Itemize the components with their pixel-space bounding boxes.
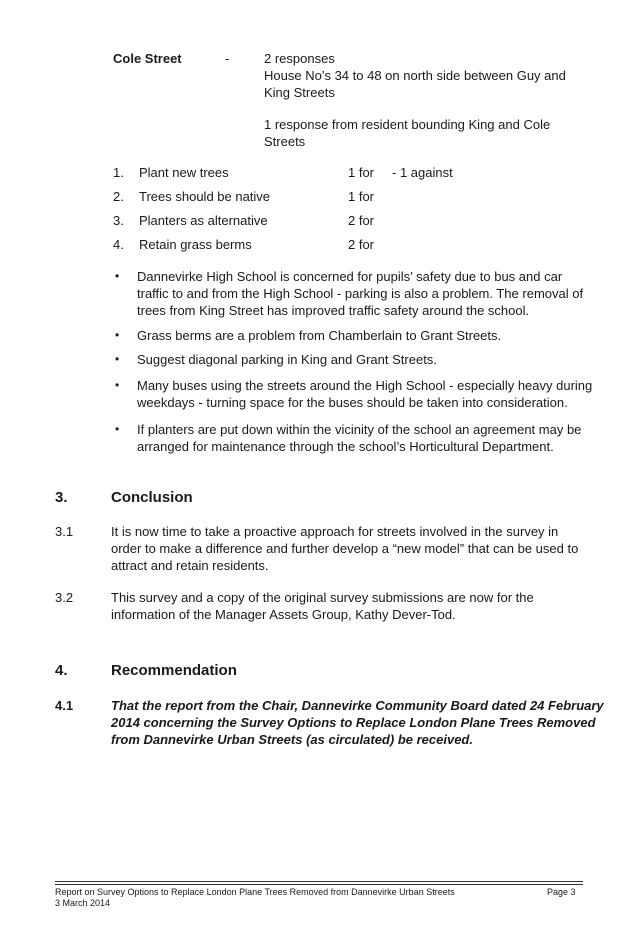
paragraph-line: attract and retain residents. [111,558,269,573]
footer-date: 3 March 2014 [55,898,111,908]
bullet-line: arranged for maintenance through the school’s Horticultural Department. [137,439,554,454]
bullet-line: If planters are put down within the vicinity of the school an agreement may be [137,422,582,437]
item-for: 1 for [348,189,375,204]
bullet-line: traffic to and from the High School - parking is also a problem. The removal of [137,286,584,301]
item-number: 3. [113,213,124,228]
item-for: 2 for [348,213,375,228]
bullet-line: Grass berms are a problem from Chamberlain to Grant Streets. [137,328,502,343]
bullet-icon: • [115,328,120,342]
paragraph-line: It is now time to take a proactive approach for streets involved in the survey in [111,524,559,539]
street-dash: - [225,51,230,66]
section-title: Recommendation [111,662,237,679]
section-number: 3. [55,489,68,506]
footer-divider [55,881,583,882]
paragraph-line: This survey and a copy of the original survey submissions are now for the [111,590,534,605]
bullet-line: Dannevirke High School is concerned for pupils’ safety due to bus and car [137,269,563,284]
item-number: 1. [113,165,124,180]
item-number: 4. [113,237,124,252]
paragraph-line: order to make a difference and further develop a “new model” that can be used to [111,541,579,556]
bullet-icon: • [115,422,120,436]
item-text: Trees should be native [139,189,271,204]
street-line-5: Streets [264,134,306,149]
item-against: - 1 against [392,165,453,180]
item-for: 1 for [348,165,375,180]
recommendation-line: 2014 concerning the Survey Options to Replace London Plane Trees Removed [111,715,596,730]
street-line-1: 2 responses [264,51,335,66]
street-line-3: King Streets [264,85,335,100]
item-number: 2. [113,189,124,204]
section-title: Conclusion [111,489,193,506]
footer-title: Report on Survey Options to Replace London Plane Trees Removed from Dannevirke Urban Streets [55,887,455,897]
item-for: 2 for [348,237,375,252]
paragraph-line: information of the Manager Assets Group, Kathy Dever-Tod. [111,607,456,622]
bullet-line: Suggest diagonal parking in King and Grant Streets. [137,352,437,367]
bullet-icon: • [115,352,120,366]
bullet-line: trees from King Street has improved traffic safety around the school. [137,303,530,318]
street-line-4: 1 response from resident bounding King and Cole [264,117,551,132]
bullet-icon: • [115,269,120,283]
recommendation-line: from Dannevirke Urban Streets (as circulated) be received. [111,732,473,747]
bullet-line: Many buses using the streets around the High School - especially heavy during [137,378,593,393]
paragraph-number: 3.2 [55,590,74,605]
street-label: Cole Street [113,51,182,66]
street-line-2: House No’s 34 to 48 on north side between Guy and [264,68,566,83]
bullet-icon: • [115,378,120,392]
item-text: Retain grass berms [139,237,252,252]
item-text: Planters as alternative [139,213,268,228]
bullet-line: weekdays - turning space for the buses should be taken into consideration. [137,395,568,410]
paragraph-number: 4.1 [55,698,74,713]
page-number: Page 3 [547,887,576,897]
section-number: 4. [55,662,68,679]
paragraph-number: 3.1 [55,524,74,539]
item-text: Plant new trees [139,165,229,180]
recommendation-line: That the report from the Chair, Dannevirke Community Board dated 24 February [111,698,604,713]
footer-divider [55,884,583,885]
